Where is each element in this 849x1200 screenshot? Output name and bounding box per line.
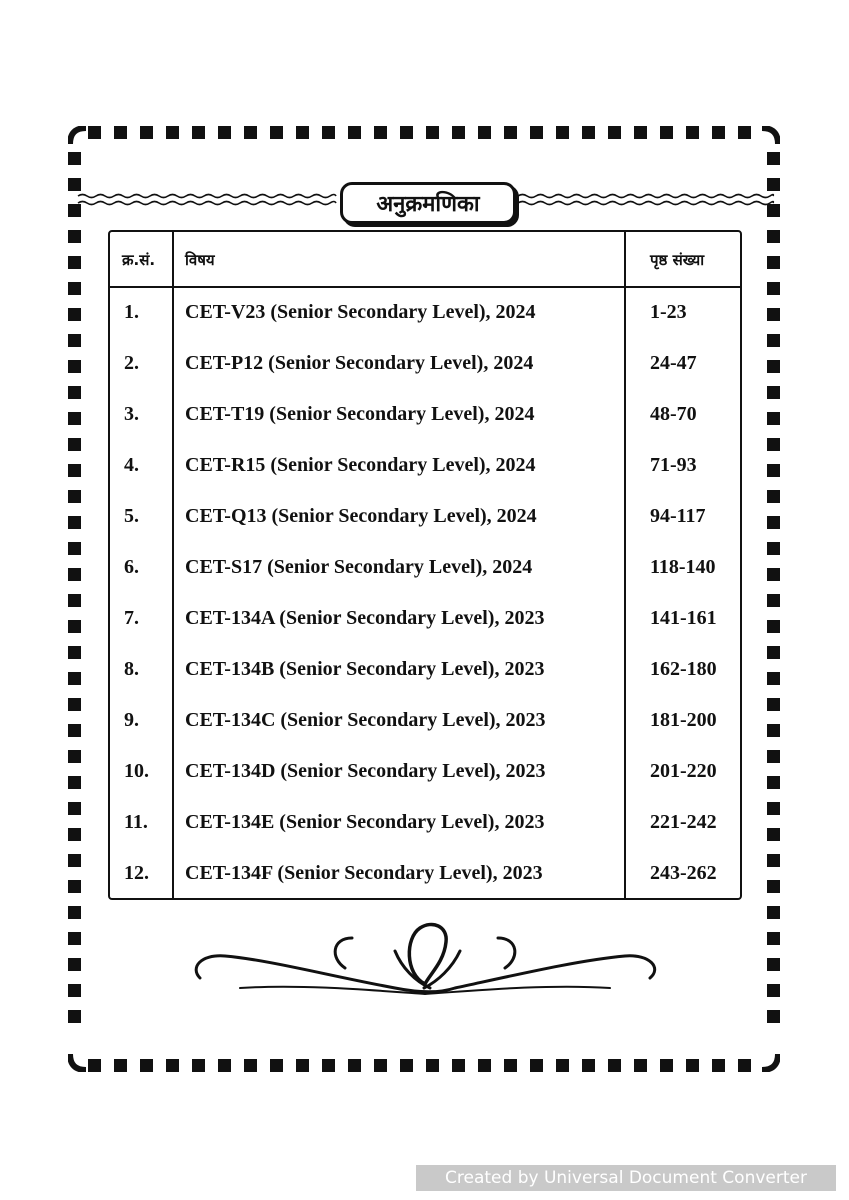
border-square (767, 490, 780, 503)
border-square (68, 958, 81, 971)
row-subject: CET-Q13 (Senior Secondary Level), 2024 (185, 505, 537, 527)
row-subject: CET-P12 (Senior Secondary Level), 2024 (185, 352, 534, 374)
border-corner (70, 1054, 86, 1070)
border-square (322, 126, 335, 139)
row-pages: 118-140 (650, 556, 716, 578)
row-pages: 48-70 (650, 403, 697, 425)
row-pages: 24-47 (650, 352, 697, 374)
page-title: अनुक्रमणिका (340, 182, 516, 224)
row-pages: 243-262 (650, 862, 717, 884)
border-square (68, 698, 81, 711)
border-square (218, 1059, 231, 1072)
border-square (166, 126, 179, 139)
border-square (634, 126, 647, 139)
border-square (218, 126, 231, 139)
border-square (767, 646, 780, 659)
border-square (767, 464, 780, 477)
border-square (192, 1059, 205, 1072)
row-number: 10. (124, 760, 149, 782)
border-square (68, 750, 81, 763)
border-square (426, 1059, 439, 1072)
row-pages: 71-93 (650, 454, 697, 476)
border-square (767, 334, 780, 347)
border-square (68, 802, 81, 815)
border-square (68, 464, 81, 477)
border-square (166, 1059, 179, 1072)
border-square (608, 126, 621, 139)
border-square (244, 1059, 257, 1072)
border-square (530, 1059, 543, 1072)
row-number: 1. (124, 301, 139, 323)
border-square (322, 1059, 335, 1072)
border-square (660, 126, 673, 139)
contents-table (108, 230, 742, 900)
border-square (270, 1059, 283, 1072)
border-square (767, 906, 780, 919)
border-square (68, 828, 81, 841)
border-square (767, 724, 780, 737)
border-square (686, 1059, 699, 1072)
border-square (767, 828, 780, 841)
border-square (68, 594, 81, 607)
border-square (68, 854, 81, 867)
table-row (110, 850, 740, 901)
border-square (114, 126, 127, 139)
border-square (556, 1059, 569, 1072)
row-number: 8. (124, 658, 139, 680)
border-square (767, 256, 780, 269)
border-square (738, 1059, 751, 1072)
border-square (767, 412, 780, 425)
border-square (296, 126, 309, 139)
table-row (110, 697, 740, 748)
table-row (110, 289, 740, 340)
border-square (767, 698, 780, 711)
border-square (767, 1010, 780, 1023)
header-serial: क्र.सं. (122, 251, 156, 269)
row-subject: CET-134E (Senior Secondary Level), 2023 (185, 811, 545, 833)
border-square (140, 1059, 153, 1072)
border-square (68, 646, 81, 659)
border-square (738, 126, 751, 139)
border-square (374, 126, 387, 139)
border-square (767, 152, 780, 165)
row-subject: CET-134C (Senior Secondary Level), 2023 (185, 709, 546, 731)
border-square (114, 1059, 127, 1072)
border-corner (762, 128, 778, 144)
row-subject: CET-134A (Senior Secondary Level), 2023 (185, 607, 545, 629)
border-square (88, 126, 101, 139)
border-square (767, 854, 780, 867)
row-number: 6. (124, 556, 139, 578)
border-square (504, 126, 517, 139)
border-square (348, 126, 361, 139)
border-square (767, 958, 780, 971)
row-subject: CET-V23 (Senior Secondary Level), 2024 (185, 301, 536, 323)
border-square (767, 230, 780, 243)
row-pages: 181-200 (650, 709, 717, 731)
title-banner (68, 178, 780, 224)
border-corner (762, 1054, 778, 1070)
border-square (767, 776, 780, 789)
border-square (608, 1059, 621, 1072)
border-square (192, 126, 205, 139)
border-square (426, 126, 439, 139)
row-subject: CET-134D (Senior Secondary Level), 2023 (185, 760, 546, 782)
border-square (767, 594, 780, 607)
row-number: 4. (124, 454, 139, 476)
border-square (68, 906, 81, 919)
border-square (767, 282, 780, 295)
table-row (110, 442, 740, 493)
border-square (767, 880, 780, 893)
border-square (68, 776, 81, 789)
table-row (110, 799, 740, 850)
row-pages: 141-161 (650, 607, 717, 629)
border-square (68, 724, 81, 737)
border-square (478, 126, 491, 139)
row-subject: CET-134B (Senior Secondary Level), 2023 (185, 658, 545, 680)
border-square (68, 620, 81, 633)
row-subject: CET-T19 (Senior Secondary Level), 2024 (185, 403, 535, 425)
border-square (767, 802, 780, 815)
border-square (68, 386, 81, 399)
row-subject: CET-R15 (Senior Secondary Level), 2024 (185, 454, 536, 476)
border-square (68, 334, 81, 347)
border-square (767, 620, 780, 633)
border-square (68, 282, 81, 295)
border-square (556, 126, 569, 139)
border-square (68, 516, 81, 529)
border-square (767, 360, 780, 373)
row-pages: 162-180 (650, 658, 717, 680)
border-square (348, 1059, 361, 1072)
row-number: 7. (124, 607, 139, 629)
border-square (68, 984, 81, 997)
border-square (68, 412, 81, 425)
table-row (110, 544, 740, 595)
border-square (244, 126, 257, 139)
watermark: Created by Universal Document Converter (416, 1165, 836, 1191)
row-number: 9. (124, 709, 139, 731)
border-square (767, 568, 780, 581)
border-square (374, 1059, 387, 1072)
row-number: 2. (124, 352, 139, 374)
border-square (634, 1059, 647, 1072)
border-square (68, 672, 81, 685)
border-square (68, 360, 81, 373)
border-square (452, 1059, 465, 1072)
row-subject: CET-134F (Senior Secondary Level), 2023 (185, 862, 543, 884)
border-corner (70, 128, 86, 144)
table-row (110, 748, 740, 799)
border-square (767, 516, 780, 529)
border-square (767, 542, 780, 555)
border-square (68, 932, 81, 945)
border-square (478, 1059, 491, 1072)
border-square (767, 932, 780, 945)
table-row (110, 340, 740, 391)
border-square (400, 1059, 413, 1072)
row-pages: 221-242 (650, 811, 717, 833)
border-square (68, 542, 81, 555)
border-square (68, 568, 81, 581)
table-row (110, 391, 740, 442)
border-square (767, 984, 780, 997)
border-square (68, 152, 81, 165)
border-square (686, 126, 699, 139)
header-pages: पृष्ठ संख्या (650, 251, 705, 269)
border-square (712, 126, 725, 139)
row-pages: 201-220 (650, 760, 717, 782)
table-row (110, 646, 740, 697)
border-square (400, 126, 413, 139)
border-square (68, 880, 81, 893)
row-number: 5. (124, 505, 139, 527)
row-number: 3. (124, 403, 139, 425)
border-square (88, 1059, 101, 1072)
border-square (68, 256, 81, 269)
border-square (767, 672, 780, 685)
row-number: 12. (124, 862, 149, 884)
border-square (712, 1059, 725, 1072)
row-pages: 1-23 (650, 301, 687, 323)
border-square (504, 1059, 517, 1072)
border-square (68, 1010, 81, 1023)
flourish-ornament (180, 916, 670, 1016)
border-square (530, 126, 543, 139)
border-square (68, 490, 81, 503)
border-square (270, 126, 283, 139)
border-square (296, 1059, 309, 1072)
border-square (68, 230, 81, 243)
header-subject: विषय (185, 251, 215, 269)
border-square (767, 438, 780, 451)
border-square (767, 386, 780, 399)
row-pages: 94-117 (650, 505, 706, 527)
border-square (767, 308, 780, 321)
row-number: 11. (124, 811, 148, 833)
row-subject: CET-S17 (Senior Secondary Level), 2024 (185, 556, 533, 578)
border-square (140, 126, 153, 139)
border-square (582, 126, 595, 139)
border-square (767, 750, 780, 763)
header-divider (110, 286, 740, 288)
table-row (110, 493, 740, 544)
border-square (452, 126, 465, 139)
dashed-page-border (68, 126, 780, 1072)
border-square (68, 438, 81, 451)
border-square (68, 308, 81, 321)
table-row (110, 595, 740, 646)
border-square (660, 1059, 673, 1072)
border-square (582, 1059, 595, 1072)
